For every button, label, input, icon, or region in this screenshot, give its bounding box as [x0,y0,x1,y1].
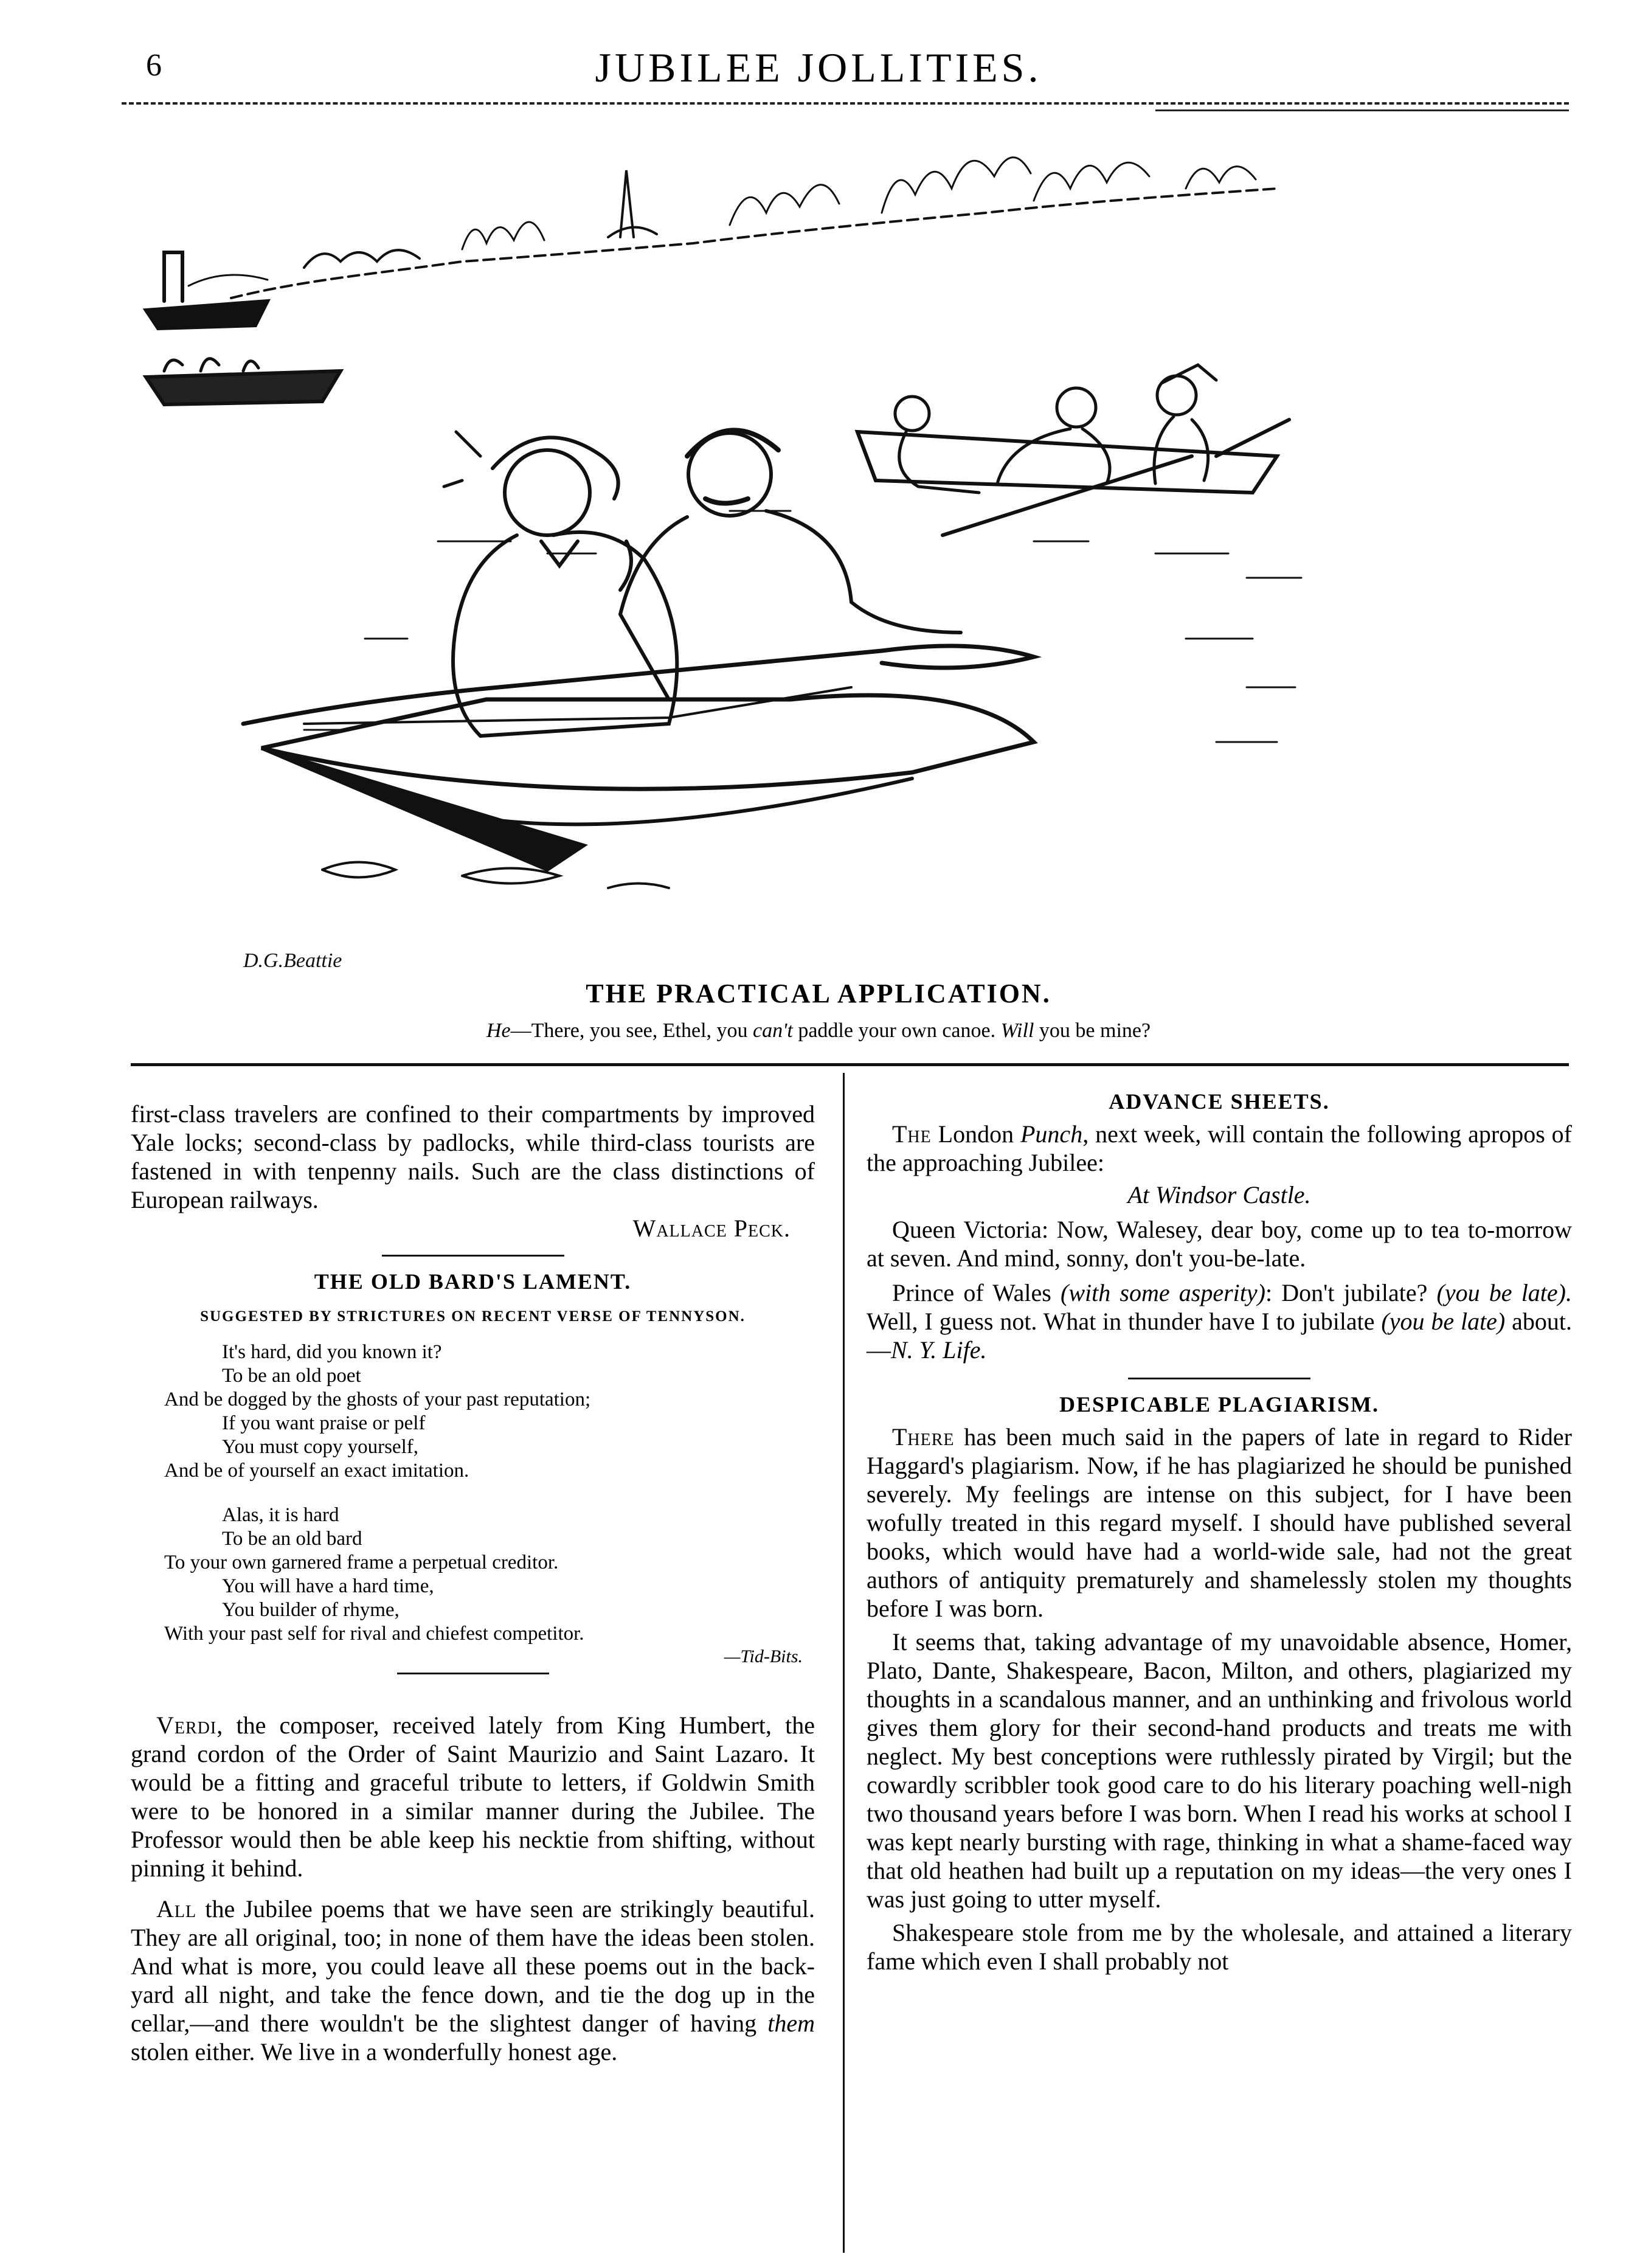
bard-poem-stanza-2 [164,1503,815,1646]
advance-text: , next week, will contain the following apropos of the approaching Jubilee: [867,1120,1572,1176]
artist-signature: D.G.Beattie [243,949,342,967]
poem-line: And be of yourself an exact imitation. [164,1460,469,1482]
railways-paragraph: first-class travelers are confined to their compartments by improved Yale locks; second-class by padlocks, while third-class tourists are fastened in with tenpenny nails. Such are the class distinctions of European railways. [131,1100,815,1213]
left-column [131,1100,815,2066]
prince-text: about.— [867,1308,1572,1364]
verdi-lead: Verdi [156,1711,217,1739]
poems-text: stolen either. We live in a wonderfully honest age. [131,2038,618,2065]
poem-line: It's hard, did you known it? [222,1341,442,1363]
prince-text: Prince of Wales [892,1279,1061,1306]
section-rule [131,1063,1569,1066]
article-divider [382,1255,564,1257]
article-divider [397,1673,549,1674]
canoe-couple-engraving-icon [122,116,1569,967]
caption-text: —There, you see, Ethel, you [510,1019,753,1042]
poem-line: Alas, it is hard [222,1504,339,1526]
bard-poem-stanza-1 [164,1340,815,1483]
poem-line: And be dogged by the ghosts of your past reputation; [164,1389,591,1410]
header-rule-secondary [1155,109,1569,111]
plagiarism-text: has been much said in the papers of late in regard to Rider Haggard's plagiarism. Now, if he has plagiarized he should be punished severely. My feelings are intense on this subject, for I have been wofully treated in this regard myself. I should have published several books, which would have had a world-wide sale, had not the great authors of antiquity prematurely and shamelessly stolen my thoughts before I was born. [867,1423,1572,1622]
advance-lead: The [892,1120,932,1148]
jubilee-poems-paragraph [131,1895,815,2066]
bard-subtitle: SUGGESTED BY STRICTURES ON RECENT VERSE OF TENNYSON. [200,1308,746,1325]
plagiarism-paragraph-1 [867,1423,1572,1623]
advance-emphasis: Punch [1020,1120,1083,1148]
poem-line: To your own garnered frame a perpetual creditor. [164,1552,559,1573]
prince-source: N. Y. Life. [891,1336,987,1364]
prince-dialogue [867,1278,1572,1364]
caption-text: you be mine? [1034,1019,1151,1042]
bard-source: —Tid-Bits. [724,1646,803,1666]
caption-emphasis: can't [753,1019,793,1042]
poem-line: To be an old poet [222,1365,361,1387]
poem-line: You will have a hard time, [222,1575,434,1597]
article-divider [1128,1378,1310,1379]
caption-text: paddle your own canoe. [792,1019,1001,1042]
verdi-paragraph [131,1711,815,1882]
prince-emphasis: (with some asperity) [1061,1279,1265,1306]
running-head: JUBILEE JOLLITIES. [595,44,1042,91]
prince-emphasis: (you be late). [1436,1279,1572,1306]
scene-heading: At Windsor Castle. [1127,1181,1311,1209]
poems-lead: All [156,1895,197,1923]
advance-text: London [931,1120,1020,1148]
plagiarism-paragraph-3: Shakespeare stole from me by the wholesale, and attained a literary fame which even I shall probably not [867,1919,1572,1975]
header-rule [122,102,1569,105]
poem-line: To be an old bard [222,1528,362,1550]
caption-speaker: He [486,1019,511,1042]
plagiarism-paragraph-2: It seems that, taking advantage of my unavoidable absence, Homer, Plato, Dante, Shakespeare, Bacon, Milton, and others, plagiarized my thoughts in a scandalous manner, and an unthinking and frivolous world gives them glory for their second-hand products and treats me with neglect. My best conceptions were ruthlessly pirated by Virgil; but the cowardly scribbler took good care to do his literary poaching well-nigh two thousand years before I was born. When I read his works at school I was kept nearly bursting with rage, thinking in what a shame-faced way that old heathen had built up a reputation on my ideas—the very ones I was just going to utter myself. [867,1628,1572,1913]
caption-emphasis: Will [1000,1019,1034,1042]
prince-text: Well, I guess not. What in thunder have I to jubilate [867,1308,1382,1335]
poem-line: With your past self for rival and chiefest competitor. [164,1623,584,1645]
poem-line: If you want praise or pelf [222,1412,426,1434]
illustration-caption [0,1019,1637,1042]
prince-text: : Don't jubilate? [1265,1279,1437,1306]
bard-title: THE OLD BARD'S LAMENT. [314,1269,632,1294]
poems-emphasis: them [767,2010,815,2037]
column-rule [843,1073,845,2253]
verdi-text: , the composer, received lately from King Humbert, the grand cordon of the Order of Saint Maurizio and Saint Lazaro. It would be a fitting and graceful tribute to letters, if Goldwin Smith were to be honored in a similar manner during the Jubilee. The Professor would then be able keep his necktie from shifting, without pinning it behind. [131,1711,815,1882]
advance-sheets-intro [867,1120,1572,1177]
plagiarism-lead: There [892,1423,955,1451]
queen-dialogue: Queen Victoria: Now, Walesey, dear boy, come up to tea to-morrow at seven. And mind, sonny, don't you-be-late. [867,1216,1572,1272]
prince-emphasis: (you be late) [1381,1308,1506,1335]
poem-line: You must copy yourself, [222,1436,418,1458]
poem-line: You builder of rhyme, [222,1599,400,1621]
poems-text: the Jubilee poems that we have seen are strikingly beautiful. They are all original, too; in none of them have the ideas been stolen. And what is more, you could leave all these poems out in the back-yard all night, and take the fence down, and tie the dog up in the cellar,—and there wouldn't be the slightest danger of having [131,1895,815,2037]
page-number: 6 [146,48,162,83]
plagiarism-title: DESPICABLE PLAGIARISM. [1059,1392,1380,1417]
advance-sheets-title: ADVANCE SHEETS. [1109,1089,1330,1114]
railways-author: Wallace Peck. [632,1215,791,1242]
illustration-caption-title: THE PRACTICAL APPLICATION. [586,979,1051,1008]
right-column [867,1087,1572,1975]
